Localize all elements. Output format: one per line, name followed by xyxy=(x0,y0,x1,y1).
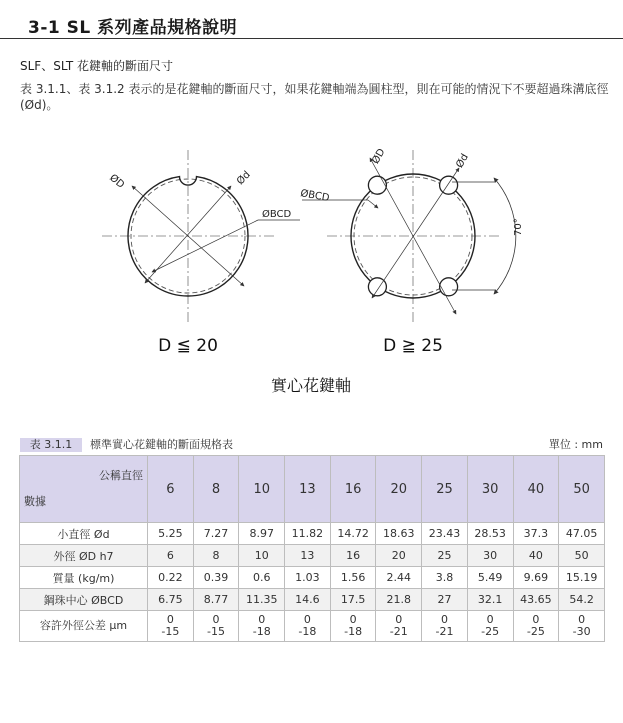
large-label-D: ØD xyxy=(370,146,388,166)
table-cell: 43.65 xyxy=(513,589,559,611)
column-header: 30 xyxy=(467,456,513,523)
column-header: 13 xyxy=(285,456,331,523)
row-label: 容許外徑公差 μm xyxy=(20,611,148,642)
column-header: 16 xyxy=(330,456,376,523)
table-cell: 9.69 xyxy=(513,567,559,589)
small-label-bcd: ØBCD xyxy=(262,209,292,220)
table-row-mass xyxy=(20,567,605,589)
large-label-d: Ød xyxy=(454,152,471,170)
tolerance-cell: 0 -18 xyxy=(239,611,285,642)
tolerance-cell: 0 -18 xyxy=(285,611,331,642)
large-label-angle: 70° xyxy=(513,218,524,236)
small-label-d: Ød xyxy=(234,169,253,188)
table-cell: 5.25 xyxy=(148,523,194,545)
tolerance-cell: 0 -30 xyxy=(559,611,605,642)
tolerance-cell: 0 -15 xyxy=(193,611,239,642)
table-row-outer-diameter xyxy=(20,545,605,567)
table-row-minor-diameter xyxy=(20,523,605,545)
table-cell: 11.82 xyxy=(285,523,331,545)
table-cell: 25 xyxy=(422,545,468,567)
small-caption: D ≦ 20 xyxy=(158,336,218,356)
small-label-D: ØD xyxy=(107,172,127,191)
spline-shaft-diagram xyxy=(0,138,623,400)
table-cell: 10 xyxy=(239,545,285,567)
table-cell: 6.75 xyxy=(148,589,194,611)
title-divider xyxy=(0,38,623,39)
table-cell: 14.6 xyxy=(285,589,331,611)
table-cell: 13 xyxy=(285,545,331,567)
tolerance-cell: 0 -18 xyxy=(330,611,376,642)
tolerance-cell: 0 -21 xyxy=(422,611,468,642)
table-cell: 54.2 xyxy=(559,589,605,611)
row-label: 外徑 ØD h7 xyxy=(20,545,148,567)
table-cell: 8.97 xyxy=(239,523,285,545)
table-row-tolerance xyxy=(20,611,605,642)
table-cell: 1.03 xyxy=(285,567,331,589)
table-cell: 5.49 xyxy=(467,567,513,589)
large-caption: D ≧ 25 xyxy=(383,336,443,356)
table-row-ball-center xyxy=(20,589,605,611)
tolerance-cell: 0 -25 xyxy=(467,611,513,642)
table-cell: 21.8 xyxy=(376,589,422,611)
table-cell: 18.63 xyxy=(376,523,422,545)
table-cell: 7.27 xyxy=(193,523,239,545)
spec-table xyxy=(19,455,605,642)
table-cell: 20 xyxy=(376,545,422,567)
table-cell: 0.6 xyxy=(239,567,285,589)
tolerance-cell: 0 -21 xyxy=(376,611,422,642)
table-cell: 11.35 xyxy=(239,589,285,611)
table-cell: 32.1 xyxy=(467,589,513,611)
table-cell: 2.44 xyxy=(376,567,422,589)
small-shaft-section xyxy=(102,150,300,356)
table-cell: 27 xyxy=(422,589,468,611)
table-unit: 單位 : mm xyxy=(548,438,603,451)
table-cell: 6 xyxy=(148,545,194,567)
table-cell: 0.39 xyxy=(193,567,239,589)
table-cell: 1.56 xyxy=(330,567,376,589)
column-header: 40 xyxy=(513,456,559,523)
corner-header-nominal: 公稱直徑 xyxy=(99,469,143,482)
tolerance-cell: 0 -15 xyxy=(148,611,194,642)
corner-diagonal xyxy=(20,456,148,522)
column-header: 10 xyxy=(239,456,285,523)
large-shaft-section xyxy=(299,146,524,356)
table-caption: 標準實心花鍵軸的斷面規格表 xyxy=(90,438,233,451)
row-label: 質量 (kg/m) xyxy=(20,567,148,589)
table-cell: 0.22 xyxy=(148,567,194,589)
table-header-row xyxy=(20,456,605,523)
column-header: 25 xyxy=(422,456,468,523)
large-label-bcd: ØBCD xyxy=(299,188,331,205)
table-cell: 28.53 xyxy=(467,523,513,545)
table-cell: 23.43 xyxy=(422,523,468,545)
column-header: 50 xyxy=(559,456,605,523)
table-cell: 17.5 xyxy=(330,589,376,611)
tolerance-cell: 0 -25 xyxy=(513,611,559,642)
column-header: 20 xyxy=(376,456,422,523)
corner-header-data: 數據 xyxy=(24,495,46,508)
table-corner-cell xyxy=(20,456,148,523)
column-header: 8 xyxy=(193,456,239,523)
row-label: 小直徑 Ød xyxy=(20,523,148,545)
row-label: 鋼珠中心 ØBCD xyxy=(20,589,148,611)
table-cell: 3.8 xyxy=(422,567,468,589)
table-cell: 47.05 xyxy=(559,523,605,545)
page-title: 3-1 SL 系列產品規格說明 xyxy=(28,18,238,38)
table-cell: 14.72 xyxy=(330,523,376,545)
intro-paragraph: 表 3.1.1、表 3.1.2 表示的是花鍵軸的斷面尺寸，如果花鍵軸端為圓柱型，則在可能的情況下不要超過珠溝底徑 (Ød)。 xyxy=(20,82,609,112)
table-cell: 30 xyxy=(467,545,513,567)
table-cell: 40 xyxy=(513,545,559,567)
table-cell: 8 xyxy=(193,545,239,567)
table-cell: 15.19 xyxy=(559,567,605,589)
table-cell: 37.3 xyxy=(513,523,559,545)
column-header: 6 xyxy=(148,456,194,523)
section-heading: SLF、SLT 花鍵軸的斷面尺寸 xyxy=(20,59,174,73)
diagram-title: 實心花鍵軸 xyxy=(270,376,352,395)
table-number-tag: 表 3.1.1 xyxy=(20,438,82,452)
table-cell: 16 xyxy=(330,545,376,567)
table-cell: 50 xyxy=(559,545,605,567)
table-cell: 8.77 xyxy=(193,589,239,611)
